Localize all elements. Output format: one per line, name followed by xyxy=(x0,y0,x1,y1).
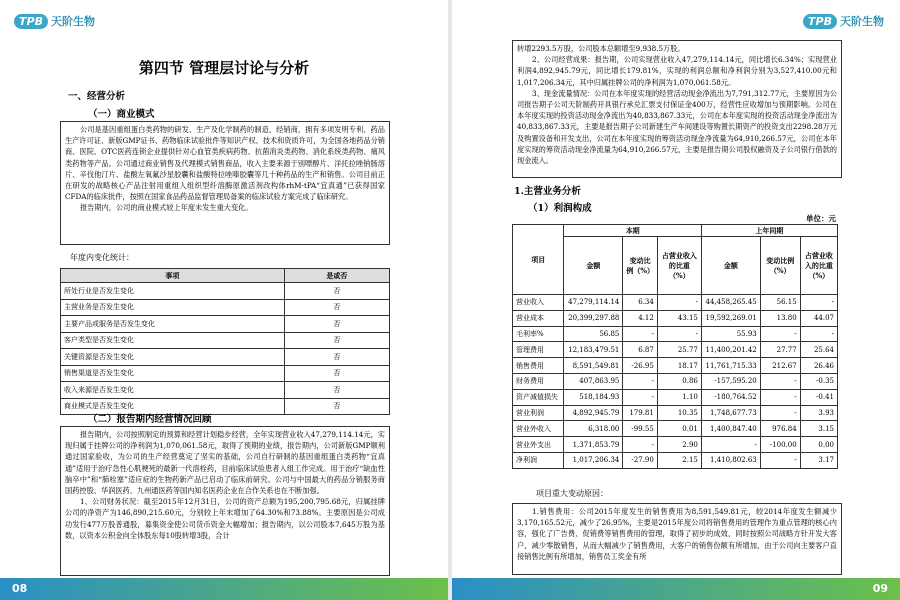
changes-table-row xyxy=(61,382,390,399)
profit-table-row xyxy=(513,421,838,437)
profit-value-cell: 1,400,847.40 xyxy=(701,421,760,437)
changes-value-cell: 否 xyxy=(284,316,389,333)
profit-value-cell: - xyxy=(623,373,657,389)
changes-table-row xyxy=(61,316,390,333)
profit-subheader: 占营业收入的比重（%） xyxy=(657,237,701,295)
heading-business-analysis: 一、经营分析 xyxy=(68,91,126,102)
left-page xyxy=(0,0,448,600)
heading-business-model: （一）商业模式 xyxy=(88,109,155,120)
profit-value-cell: 19,592,269.01 xyxy=(701,310,760,326)
profit-value-cell: -99.55 xyxy=(623,421,657,437)
changes-value-cell: 否 xyxy=(284,299,389,316)
profit-value-cell: -0.41 xyxy=(800,389,837,405)
changes-value-cell: 否 xyxy=(284,332,389,349)
profit-value-cell: 0.01 xyxy=(657,421,701,437)
profit-value-cell: 1,748,677.73 xyxy=(701,405,760,421)
profit-header-item: 项目 xyxy=(513,225,564,295)
logo-name: 天阶生物 xyxy=(50,15,95,28)
profit-subheader: 占营业收入的比重（%） xyxy=(800,237,837,295)
page-number: 09 xyxy=(872,582,888,595)
profit-value-cell: 1,410,802.63 xyxy=(701,452,760,468)
profit-value-cell: -0.35 xyxy=(800,373,837,389)
profit-subheader: 金额 xyxy=(701,237,760,295)
sales-expense-paragraph: 1.销售费用：公司2015年度发生的销售费用为8,591,549.81元，较2014年度发生额减少3,170,165.52元，减少了26.95%，主要是2015年度公司将销售费用的管理作为重点管理的核心内容，强化了广告费、促销费等销售费用的管理，取得了初步的成效，同时按照公司战略方针开发大客户，减少零散销售，从而大幅减少了销售费用，大客户的销售份额有所增加，由于公司向主要客户直接销售比例有所增加，销售员工奖金有所 xyxy=(517,507,837,561)
profit-item-cell: 管理费用 xyxy=(513,342,564,358)
unit-label: 单位：元 xyxy=(806,214,836,223)
profit-value-cell: -157,595.20 xyxy=(701,373,760,389)
heading-review: （二）报告期内经营情况回顾 xyxy=(88,414,212,425)
profit-value-cell: 55.93 xyxy=(701,326,760,342)
heading-main-business: 1.主营业务分析 xyxy=(514,186,581,197)
profit-value-cell: 56.85 xyxy=(564,326,623,342)
changes-item-cell: 关键资源是否发生变化 xyxy=(61,349,285,366)
footer-bar xyxy=(452,578,900,600)
changes-reason-caption: 项目重大变动原因： xyxy=(536,489,608,498)
company-logo xyxy=(803,13,884,29)
summary-paragraph: 转增2293.5万股，公司股本总额增至9,938.5万股。 xyxy=(517,44,685,53)
business-model-paragraph: 报告期内，公司的商业模式较上年度未发生重大变化。 xyxy=(80,203,253,213)
profit-value-cell: - xyxy=(623,326,657,342)
profit-item-cell: 营业外支出 xyxy=(513,437,564,453)
profit-value-cell: 11,761,715.33 xyxy=(701,358,760,374)
changes-table-row xyxy=(61,349,390,366)
business-model-paragraph: 公司是基因重组蛋白类药物的研发、生产及化学制药的制造、经销商，拥有多项发明专利、药品生产许可证、新版GMP证书、药物临床试验批件等知识产权、技术和资质许可，为全国各地药品分销商、医院、OTC医药连锁企业提供针对心血管类疾病药物、抗菌消炎类药物、消化系统类药物、痛风类药物等产品。公司通过商业销售及代理模式销售商品，收入主要来源于别嘌醇片、洋托拉唑钠肠溶片、辛伐他汀片、盐酸左氧氟沙星胶囊和盐酸特拉唑嗪胶囊等几十种药品的生产和销售。公司目前正在研发的战略核心产品注射用重组人组织型纤溶酶原激活剂改构体rhM-tPA“宜真通”已获得国家CFDA的临床批件，按照在国家食品药品监督管理局备案的临床试验方案完成了临床研究。 xyxy=(65,125,385,202)
profit-item-cell: 净利润 xyxy=(513,452,564,468)
profit-value-cell: 44.07 xyxy=(800,310,837,326)
review-box xyxy=(60,426,390,576)
profit-value-cell: -180,764.52 xyxy=(701,389,760,405)
changes-value-cell: 否 xyxy=(284,382,389,399)
changes-value-cell: 否 xyxy=(284,365,389,382)
profit-value-cell: - xyxy=(701,437,760,453)
profit-value-cell: 4.12 xyxy=(623,310,657,326)
profit-subheader: 金额 xyxy=(564,237,623,295)
profit-value-cell: - xyxy=(800,326,837,342)
profit-value-cell: 20,399,297.88 xyxy=(564,310,623,326)
profit-value-cell: -26.95 xyxy=(623,358,657,374)
financial-summary-box xyxy=(512,40,842,178)
changes-item-cell: 主营业务是否发生变化 xyxy=(61,299,285,316)
company-logo xyxy=(14,13,95,29)
right-page xyxy=(452,0,900,600)
summary-paragraph: 2、公司经营成果：报告期，公司实现营业收入47,279,114.14元，同比增长6.34%；实现营业利润4,892,945.79元，同比增长179.81%，实现的利润总额和净利润分别为3,527,410.00元和1,017,206.34元，其中归属挂牌公司的净利润为1,070,061.58元。 xyxy=(517,55,837,87)
business-model-box xyxy=(60,121,390,245)
profit-value-cell: 44,458,265.45 xyxy=(701,295,760,311)
profit-value-cell: - xyxy=(760,326,800,342)
profit-item-cell: 毛利率% xyxy=(513,326,564,342)
profit-value-cell: 10.35 xyxy=(657,405,701,421)
profit-table-row xyxy=(513,358,838,374)
profit-value-cell: 1,371,853.79 xyxy=(564,437,623,453)
profit-header-prior: 上年同期 xyxy=(701,225,837,237)
review-paragraph: 1、公司财务状况：截至2015年12月31日，公司的资产总额为195,200,795.68元，归属挂牌公司的净资产为146,890,215.60元，分别较上年末增加了64.30%和73.88%。主要原因是公司成功发行477万股普通股，募集资金使公司货币资金大幅增加；报告期内，以公司股本7,645万股为基数，以资本公积金向全体股东每10股转增3股，合计 xyxy=(65,497,385,540)
profit-value-cell: 12,183,479.51 xyxy=(564,342,623,358)
profit-item-cell: 营业成本 xyxy=(513,310,564,326)
profit-item-cell: 营业利润 xyxy=(513,405,564,421)
profit-item-cell: 财务费用 xyxy=(513,373,564,389)
profit-table-row xyxy=(513,342,838,358)
changes-item-cell: 所处行业是否发生变化 xyxy=(61,283,285,300)
profit-value-cell: 518,184.93 xyxy=(564,389,623,405)
profit-value-cell: - xyxy=(760,452,800,468)
profit-value-cell: 212.67 xyxy=(760,358,800,374)
changes-item-cell: 收入来源是否发生变化 xyxy=(61,382,285,399)
summary-paragraph: 3、现金流量情况：公司在本年度实现的经营活动现金净流出为7,791,312.77元，主要原因为公司报告期子公司天阶制药开具银行承兑汇票支付保证金400万，经营性应收增加与预期影响。公司在本年度实现的投资活动现金净流出为40,833,867.33元，公司在本年度实现的投资活动现金净流出为40,833,867.33元，主要是报告期子公司新建生产车间建设等购置长期资产的投资支出2298.28万元及购置设备和开发支出，公司在本年度实现的筹资活动现金净流量为64,910,266.57元，公司在本年度实现的筹资活动现金净流量为64,910,266.57元，主要是报告期公司股权融资及子公司银行借款的现金流入。 xyxy=(517,88,837,166)
changes-value-cell: 否 xyxy=(284,349,389,366)
profit-value-cell: - xyxy=(760,405,800,421)
profit-table-row xyxy=(513,437,838,453)
profit-value-cell: 976.84 xyxy=(760,421,800,437)
profit-value-cell: -100.00 xyxy=(760,437,800,453)
heading-profit-composition: （1）利润构成 xyxy=(528,203,592,214)
profit-value-cell: 1.10 xyxy=(657,389,701,405)
profit-item-cell: 销售费用 xyxy=(513,358,564,374)
changes-item-cell: 商业模式是否发生变化 xyxy=(61,398,285,415)
profit-value-cell: 18.17 xyxy=(657,358,701,374)
changes-table-row xyxy=(61,365,390,382)
changes-value-cell: 否 xyxy=(284,283,389,300)
profit-subheader: 变动比例（%） xyxy=(760,237,800,295)
changes-table-row xyxy=(61,332,390,349)
profit-table xyxy=(512,224,838,469)
footer-bar xyxy=(0,578,448,600)
profit-value-cell: 1,017,206.34 xyxy=(564,452,623,468)
review-paragraph: 报告期内，公司按照制定的预算和经营计划稳步经营，全年实现营业收入47,279,114.14元，实现归属于挂牌公司的净利润为1,070,061.58元，取得了预期的业绩，报告期内，公司新版GMP顺利通过国家验收，为公司的生产经营奠定了坚实的基础，公司自行研制的基因重组蛋白类药物“宜真通”适用于治疗急性心肌梗死的最新一代溶栓药，目前临床试验患者入组工作完成。用于治疗“缺血性脑卒中”和“肺栓塞”适应症的生物药新产品已启动了临床前研究。公司与中国最大的药品分销服务商国药控股、华润医药、九州通医药等国内知名医药企业在合作关系也在不断加强。 xyxy=(65,430,385,496)
profit-value-cell: 3.17 xyxy=(800,452,837,468)
profit-value-cell: 43.15 xyxy=(657,310,701,326)
profit-table-row xyxy=(513,326,838,342)
profit-table-row xyxy=(513,295,838,311)
logo-badge: TPB xyxy=(14,14,48,29)
changes-value-cell: 否 xyxy=(284,398,389,415)
profit-value-cell: 2.90 xyxy=(657,437,701,453)
profit-item-cell: 营业收入 xyxy=(513,295,564,311)
profit-value-cell: 3.93 xyxy=(800,405,837,421)
profit-value-cell: 26.46 xyxy=(800,358,837,374)
profit-value-cell: 4,892,945.79 xyxy=(564,405,623,421)
logo-name: 天阶生物 xyxy=(840,15,884,28)
changes-table xyxy=(60,268,390,415)
profit-item-cell: 营业外收入 xyxy=(513,421,564,437)
page-number: 08 xyxy=(12,582,28,595)
profit-value-cell: 47,279,114.14 xyxy=(564,295,623,311)
profit-item-cell: 资产减值损失 xyxy=(513,389,564,405)
profit-value-cell: 27.77 xyxy=(760,342,800,358)
section-title: 第四节 管理层讨论与分析 xyxy=(138,59,310,77)
profit-table-row xyxy=(513,373,838,389)
profit-value-cell: - xyxy=(760,373,800,389)
changes-item-cell: 销售渠道是否发生变化 xyxy=(61,365,285,382)
profit-table-row xyxy=(513,452,838,468)
profit-value-cell: 25.64 xyxy=(800,342,837,358)
profit-header-current: 本期 xyxy=(564,225,701,237)
changes-table-row xyxy=(61,283,390,300)
profit-value-cell: 11,400,201.42 xyxy=(701,342,760,358)
changes-item-cell: 主要产品或服务是否发生变化 xyxy=(61,316,285,333)
changes-item-cell: 客户类型是否发生变化 xyxy=(61,332,285,349)
profit-value-cell: 25.77 xyxy=(657,342,701,358)
sales-expense-box xyxy=(512,503,842,575)
profit-value-cell: - xyxy=(657,326,701,342)
profit-value-cell: 6.87 xyxy=(623,342,657,358)
profit-value-cell: 56.15 xyxy=(760,295,800,311)
profit-value-cell: 0.86 xyxy=(657,373,701,389)
changes-header-yesno: 是或否 xyxy=(284,269,389,283)
profit-value-cell: - xyxy=(657,295,701,311)
profit-value-cell: 2.15 xyxy=(657,452,701,468)
profit-value-cell: 6.34 xyxy=(623,295,657,311)
profit-value-cell: 13.80 xyxy=(760,310,800,326)
profit-value-cell: 179.81 xyxy=(623,405,657,421)
profit-value-cell: - xyxy=(623,389,657,405)
profit-subheader: 变动比例（%） xyxy=(623,237,657,295)
changes-table-row xyxy=(61,299,390,316)
profit-table-row xyxy=(513,405,838,421)
profit-value-cell: - xyxy=(623,437,657,453)
profit-value-cell: - xyxy=(800,295,837,311)
changes-caption: 年度内变化统计： xyxy=(70,253,134,262)
changes-header-item: 事项 xyxy=(61,269,285,283)
profit-value-cell: 0.00 xyxy=(800,437,837,453)
profit-table-row xyxy=(513,310,838,326)
logo-badge: TPB xyxy=(803,14,837,29)
profit-value-cell: - xyxy=(760,389,800,405)
profit-value-cell: -27.90 xyxy=(623,452,657,468)
profit-value-cell: 8,591,549.81 xyxy=(564,358,623,374)
profit-table-row xyxy=(513,389,838,405)
profit-value-cell: 6,318.00 xyxy=(564,421,623,437)
profit-value-cell: 3.15 xyxy=(800,421,837,437)
profit-value-cell: 407,863.95 xyxy=(564,373,623,389)
